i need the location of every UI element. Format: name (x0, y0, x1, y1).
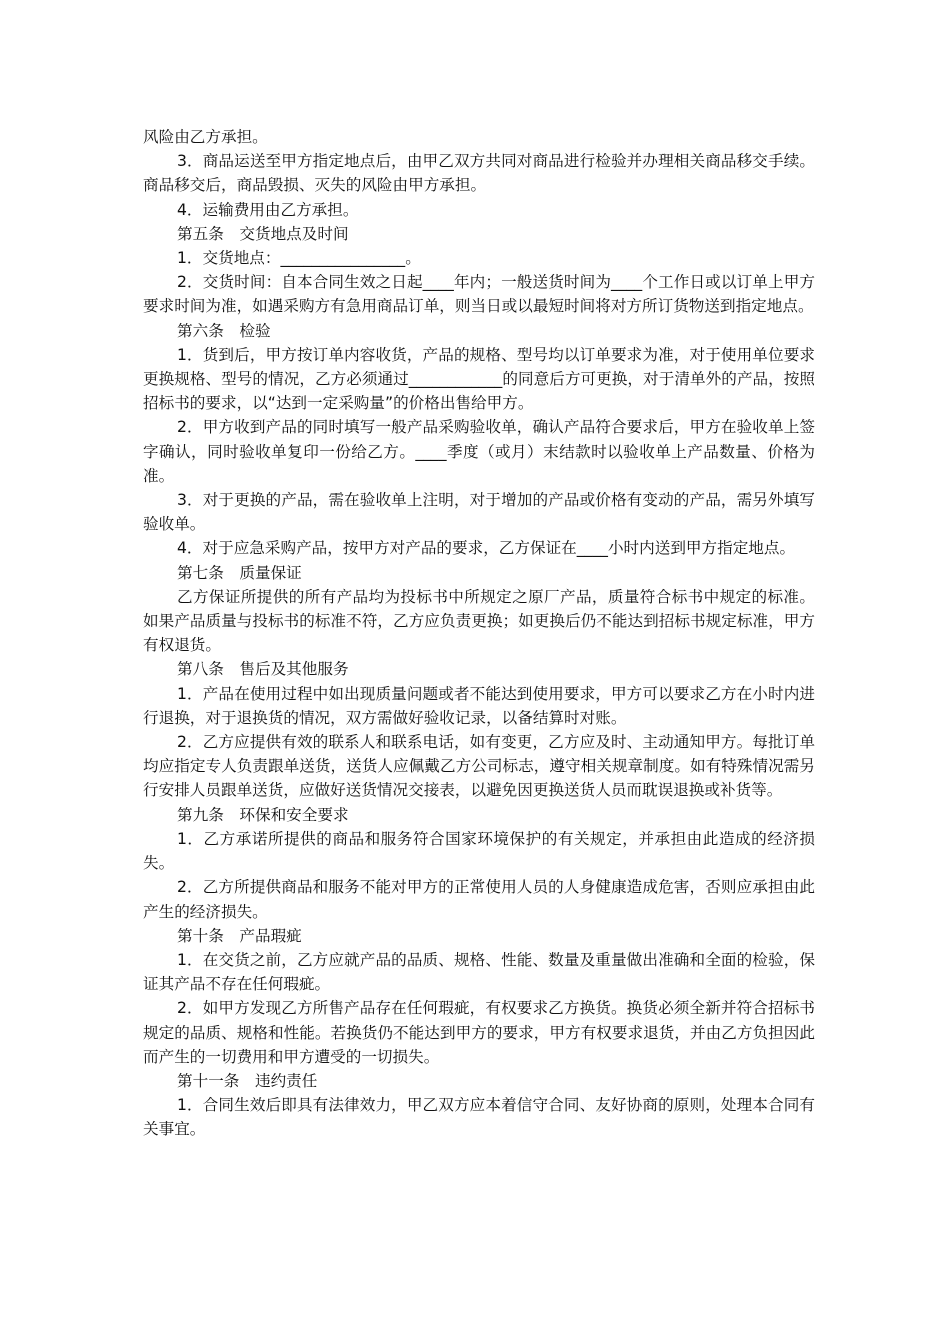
paragraph: 乙方保证所提供的所有产品均为投标书中所规定之原厂产品，质量符合标书中规定的标准。如果产品质量与投标书的标准不符，乙方应负责更换；如更换后仍不能达到招标书规定标准，甲方有权退货。 (143, 587, 815, 655)
paragraph: 2．乙方所提供商品和服务不能对甲方的正常使用人员的人身健康造成危害，否则应承担由此产生的经济损失。 (143, 878, 815, 921)
paragraph: 1．产品在使用过程中如出现质量问题或者不能达到使用要求，甲方可以要求乙方在小时内进行退换，对于退换货的情况，双方需做好验收记录，以备结算时对账。 (143, 684, 815, 727)
paragraph: 4．对于应急采购产品，按甲方对产品的要求，乙方保证在____小时内送到甲方指定地点。 (177, 539, 796, 558)
paragraph: 2．交货时间：自本合同生效之日起____年内；一般送货时间为____个工作日或以订单上甲方要求时间为准，如遇采购方有急用商品订单，则当日或以最短时间将对方所订货物送到指定地点。 (143, 273, 815, 316)
paragraph: 4．运输费用由乙方承担。 (177, 200, 359, 219)
paragraph: 1．货到后，甲方按订单内容收货，产品的规格、型号均以订单要求为准，对于使用单位要求更换规格、型号的情况，乙方必须通过____________的同意后方可更换，对于清单外的产品，按照招标书的要求，以“达到一定采购量”的价格出售给甲方。 (143, 345, 815, 413)
paragraph: 3．对于更换的产品，需在验收单上注明，对于增加的产品或价格有变动的产品，需另外填写验收单。 (143, 491, 815, 534)
paragraph: 1．交货地点：________________。 (177, 249, 421, 268)
paragraph: 1．乙方承诺所提供的商品和服务符合国家环境保护的有关规定，并承担由此造成的经济损失。 (143, 829, 815, 873)
paragraph: 2．乙方应提供有效的联系人和联系电话，如有变更，乙方应及时、主动通知甲方。每批订单均应指定专人负责跟单送货，送货人应佩戴乙方公司标志，遵守相关规章制度。如有特殊情况需另行安排人员跟单送货，应做好送货情况交接表，以避免因更换送货人员而耽误退换或补货等。 (143, 733, 815, 800)
document-body (143, 125, 815, 1142)
section-heading: 第十一条 违约责任 (177, 1071, 318, 1090)
section-heading: 第五条 交货地点及时间 (177, 224, 349, 243)
paragraph: 3．商品运送至甲方指定地点后，由甲乙双方共同对商品进行检验并办理相关商品移交手续。商品移交后，商品毁损、灭失的风险由甲方承担。 (143, 152, 815, 195)
section-heading: 第八条 售后及其他服务 (177, 660, 349, 679)
section-heading: 第十条 产品瑕疵 (177, 926, 302, 945)
paragraph: 2．甲方收到产品的同时填写一般产品采购验收单，确认产品符合要求后，甲方在验收单上签字确认，同时验收单复印一份给乙方。____季度（或月）末结款时以验收单上产品数量、价格为准。 (143, 418, 815, 485)
section-heading: 第七条 质量保证 (177, 563, 302, 582)
paragraph: 1．合同生效后即具有法律效力，甲乙双方应本着信守合同、友好协商的原则，处理本合同有关事宜。 (143, 1096, 815, 1139)
section-heading: 第九条 环保和安全要求 (177, 805, 349, 824)
paragraph: 风险由乙方承担。 (143, 128, 268, 146)
paragraph: 1．在交货之前，乙方应就产品的品质、规格、性能、数量及重量做出准确和全面的检验，保证其产品不存在任何瑕疵。 (143, 950, 815, 994)
paragraph: 2．如甲方发现乙方所售产品存在任何瑕疵，有权要求乙方换货。换货必须全新并符合招标书规定的品质、规格和性能。若换货仍不能达到甲方的要求，甲方有权要求退货，并由乙方负担因此而产生的一切费用和甲方遭受的一切损失。 (143, 999, 815, 1066)
section-heading: 第六条 检验 (177, 321, 271, 340)
